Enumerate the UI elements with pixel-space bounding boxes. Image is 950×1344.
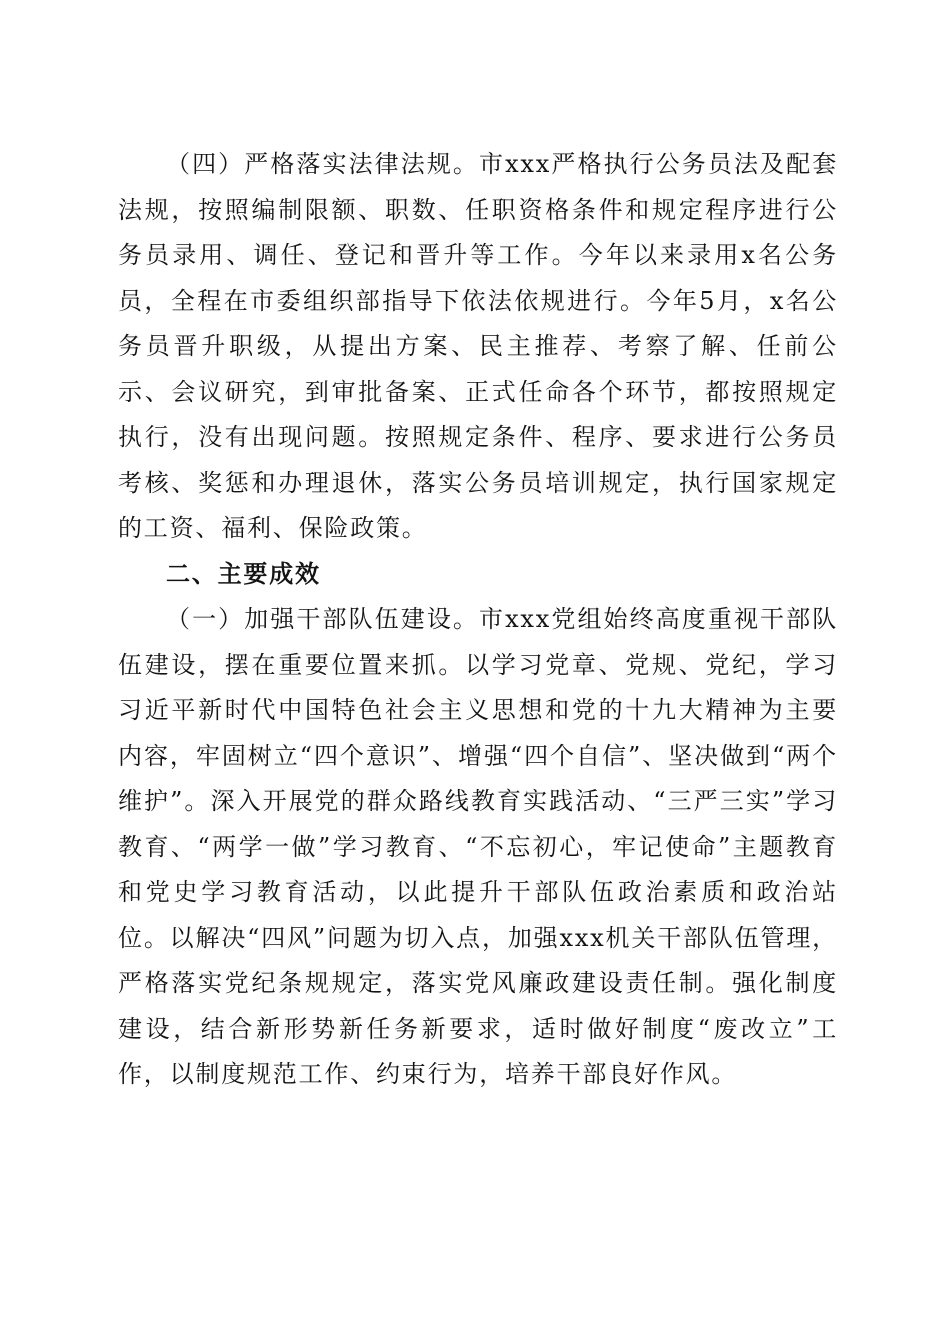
paragraph-section-4 bbox=[118, 142, 838, 552]
section-4-lead: （四）严格落实法律法规。 bbox=[166, 150, 479, 178]
paragraph-section-1 bbox=[118, 597, 838, 1098]
section-1-body: 市xxx党组始终高度重视干部队伍建设，摆在重要位置来抓。以学习党章、党规、党纪，学习习近平新时代中国特色社会主义思想和党的十九大精神为主要内容，牢固树立“四个意识”、增强“四个自信”、坚决做到“两个维护”。深入开展党的群众路线教育实践活动、“三严三实”学习教育、“两学一做”学习教育、“不忘初心，牢记使命”主题教育和党史学习教育活动，以此提升干部队伍政治素质和政治站位。以解决“四风”问题为切入点，加强xxx机关干部队伍管理，严格落实党纪条规规定，落实党风廉政建设责任制。强化制度建设，结合新形势新任务新要求，适时做好制度“废改立”工作，以制度规范工作、约束行为，培养干部良好作风。 bbox=[118, 605, 838, 1088]
heading-main-results: 二、主要成效 bbox=[166, 559, 321, 588]
section-1-lead: （一）加强干部队伍建设。 bbox=[166, 605, 479, 633]
section-4-body: 市xxx严格执行公务员法及配套法规，按照编制限额、职数、任职资格条件和规定程序进行公务员录用、调任、登记和晋升等工作。今年以来录用x名公务员，全程在市委组织部指导下依法依规进行。今年5月，x名公务员晋升职级，从提出方案、民主推荐、考察了解、任前公示、会议研究，到审批备案、正式任命各个环节，都按照规定执行，没有出现问题。按照规定条件、程序、要求进行公务员考核、奖惩和办理退休，落实公务员培训规定，执行国家规定的工资、福利、保险政策。 bbox=[118, 150, 838, 542]
document-body bbox=[118, 142, 838, 1098]
